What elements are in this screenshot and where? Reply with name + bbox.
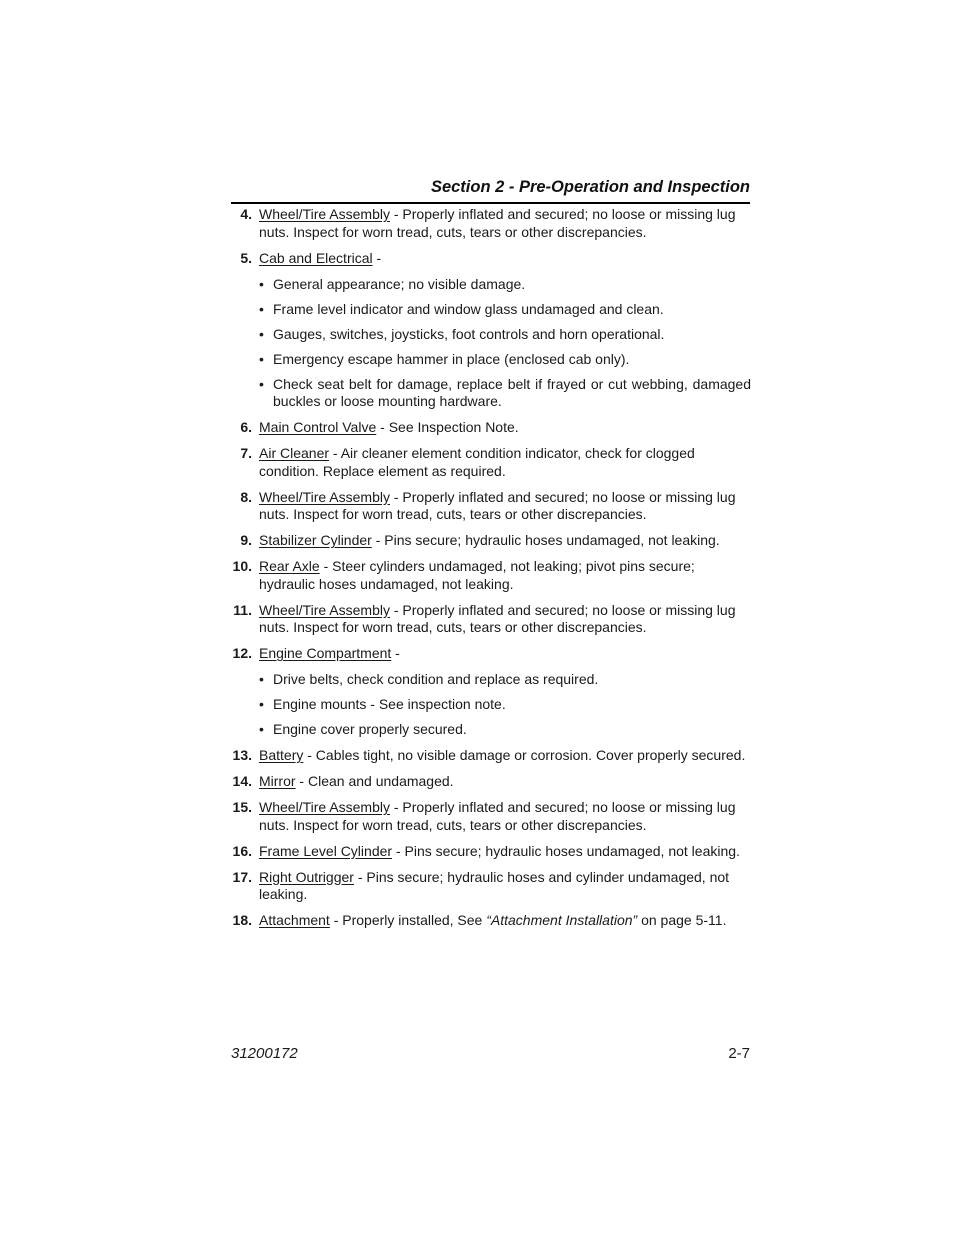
item-number: 6. (240, 419, 252, 435)
bullet-item: • Drive belts, check condition and replace as required. (259, 671, 751, 689)
list-item (231, 747, 751, 765)
item-term: Main Control Valve (259, 419, 377, 435)
item-number: 4. (240, 206, 252, 222)
list-item (231, 489, 751, 524)
list-item (231, 843, 751, 861)
item-description: - Pins secure; hydraulic hoses undamaged, not leaking. (392, 842, 740, 859)
item-description: - Properly inflated and secured; no loose or missing lug nuts. Inspect for worn tread, cuts, tears or other discrepancies. (259, 488, 736, 522)
item-description: - Properly inflated and secured; no loose or missing lug nuts. Inspect for worn tread, cuts, tears or other discrepancies. (259, 799, 736, 833)
item-description: - Air cleaner element condition indicator, check for clogged condition. Replace element as required. (259, 445, 695, 479)
item-term: Stabilizer Cylinder (259, 532, 372, 548)
document-number: 31200172 (231, 1045, 298, 1062)
item-number: 14. (232, 773, 252, 789)
item-number: 12. (232, 645, 252, 661)
item-description: - Properly inflated and secured; no loose or missing lug nuts. Inspect for worn tread, cuts, tears or other discrepancies. (259, 601, 736, 635)
item-number: 8. (240, 488, 252, 505)
item-term: Right Outrigger (259, 868, 354, 885)
item-number: 13. (232, 747, 252, 763)
list-item (231, 250, 751, 411)
item-number: 9. (240, 532, 252, 548)
item-term: Attachment (259, 912, 330, 928)
item-term: Battery (259, 747, 304, 763)
item-term: Engine Compartment (259, 645, 392, 661)
bullet-list (259, 671, 751, 739)
item-number: 17. (232, 868, 252, 885)
list-item (231, 532, 751, 550)
item-term: Mirror (259, 773, 296, 789)
item-number: 10. (232, 558, 252, 574)
bullet-item: • Gauges, switches, joysticks, foot controls and horn operational. (259, 326, 751, 344)
item-number: 5. (240, 249, 252, 266)
item-term: Cab and Electrical (259, 249, 373, 266)
bullet-item: • Engine mounts - See inspection note. (259, 696, 751, 714)
item-number: 11. (233, 601, 252, 618)
list-item (231, 558, 751, 593)
bullet-item: • Check seat belt for damage, replace belt if frayed or cut webbing, damaged buckles or loose mounting hardware. (259, 376, 751, 411)
item-description: - Properly inflated and secured; no loose or missing lug nuts. Inspect for worn tread, cuts, tears or other discrepancies. (259, 206, 736, 240)
list-item (231, 206, 751, 241)
item-description: - Clean and undamaged. (295, 773, 454, 789)
section-title: Section 2 - Pre-Operation and Inspection (430, 178, 750, 196)
item-term: Rear Axle (259, 558, 320, 574)
item-description: - See Inspection Note. (376, 419, 519, 435)
item-description: - (372, 249, 382, 266)
item-term: Wheel/Tire Assembly (259, 799, 390, 815)
list-item (231, 799, 751, 834)
item-description: - Pins secure; hydraulic hoses undamaged, not leaking. (371, 532, 720, 548)
page-number: 2-7 (728, 1045, 750, 1062)
cross-reference-link[interactable]: “Attachment Installation” (486, 912, 638, 928)
list-item (231, 869, 751, 904)
list-item (231, 445, 751, 480)
list-item (231, 645, 751, 739)
item-description: - Pins secure; hydraulic hoses and cylinder undamaged, not leaking. (259, 868, 730, 902)
bullet-item: • Engine cover properly secured. (259, 721, 751, 739)
item-description-tail: on page 5-11. (637, 912, 727, 928)
item-description: - Properly installed, See (329, 912, 487, 928)
item-number: 15. (232, 799, 252, 815)
item-term: Frame Level Cylinder (259, 842, 393, 859)
list-item (231, 419, 751, 437)
item-number: 18. (232, 912, 252, 928)
list-item (231, 773, 751, 791)
item-term: Wheel/Tire Assembly (259, 488, 390, 505)
item-term: Wheel/Tire Assembly (259, 601, 390, 618)
item-description: - (391, 645, 400, 661)
bullet-list (259, 276, 751, 411)
item-term: Air Cleaner (259, 445, 330, 461)
inspection-list (231, 206, 751, 938)
list-item (231, 602, 751, 637)
item-description: - Cables tight, no visible damage or corrosion. Cover properly secured. (303, 747, 746, 763)
item-number: 16. (232, 842, 252, 859)
item-number: 7. (240, 445, 252, 461)
bullet-item: • Emergency escape hammer in place (enclosed cab only). (259, 351, 751, 369)
list-item (231, 912, 751, 930)
item-term: Wheel/Tire Assembly (259, 206, 390, 222)
bullet-item: • General appearance; no visible damage. (259, 276, 751, 294)
bullet-item: • Frame level indicator and window glass undamaged and clean. (259, 301, 751, 319)
section-header (231, 176, 750, 204)
item-description: - Steer cylinders undamaged, not leaking; pivot pins secure; hydraulic hoses undamaged, not leaking. (259, 558, 695, 592)
